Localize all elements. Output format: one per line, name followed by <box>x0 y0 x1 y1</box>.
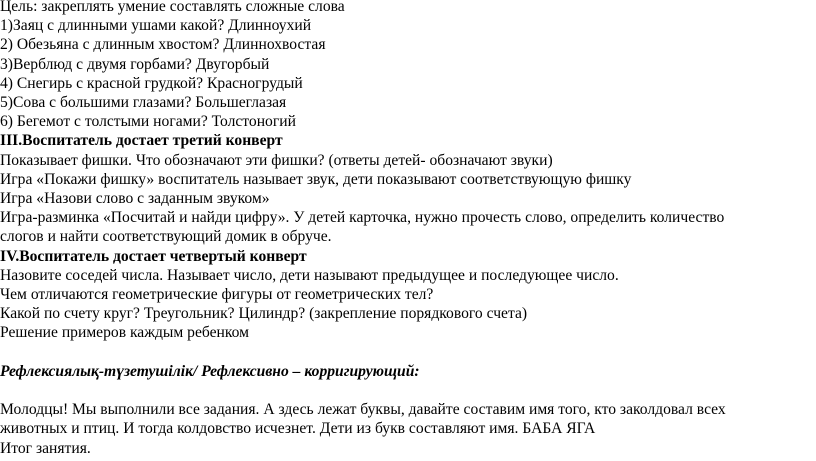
reflection-heading: Рефлексиялық-түзетушілік/ Рефлексивно – корригирующий: <box>0 362 420 380</box>
section-3-line: Игра «Покажи фишку» воспитатель называет звук, дети показывают соответствующую фишку <box>0 170 632 188</box>
spacer <box>0 343 816 362</box>
section-3-line: Показывает фишки. Что обозначают эти фишки? (ответы детей- обозначают звуки) <box>0 151 553 169</box>
reflection-section <box>0 400 816 458</box>
question-item: 1)Заяц с длинными ушами какой? Длинноухий <box>0 17 312 35</box>
section-3-line: Игра «Назови слово с заданным звуком» <box>0 190 270 208</box>
questions-list <box>0 16 816 131</box>
reflection-line: Молодцы! Мы выполнили все задания. А здесь лежат буквы, давайте составим имя того, кто заколдовал всех <box>0 401 726 419</box>
question-item: 3)Верблюд с двумя горбами? Двугорбый <box>0 55 270 73</box>
question-item: 5)Сова с большими глазами? Большеглазая <box>0 94 287 112</box>
section-3-heading: III.Воспитатель достает третий конверт <box>0 132 283 150</box>
reflection-line: животных и птиц. И тогда колдовство исчезнет. Дети из букв составляют имя. БАБА ЯГА <box>0 420 596 438</box>
question-item: 4) Снегирь с красной грудкой? Красногрудый <box>0 74 303 92</box>
section-4 <box>0 247 816 343</box>
section-4-line: Чем отличаются геометрические фигуры от геометрических тел? <box>0 286 434 304</box>
reflection-line: Итог занятия. <box>0 439 91 457</box>
section-4-heading: IV.Воспитатель достает четвертый конверт <box>0 247 307 265</box>
section-3 <box>0 131 816 246</box>
section-4-line: Назовите соседей числа. Называет число, дети называют предыдущее и последующее число. <box>0 266 619 284</box>
question-item: 2) Обезьяна с длинным хвостом? Длиннохвостая <box>0 36 326 54</box>
goal-line: Цель: закреплять умение составлять сложные слова <box>0 0 345 15</box>
spacer <box>0 381 816 400</box>
section-3-line: слогов и найти соответствующий домик в обруче. <box>0 228 332 246</box>
section-4-line: Какой по счету круг? Треугольник? Цилиндр? (закрепление порядкового счета) <box>0 305 528 323</box>
section-3-line: Игра-разминка «Посчитай и найди цифру». У детей карточка, нужно прочесть слово, определить количество <box>0 209 725 227</box>
question-item: 6) Бегемот с толстыми ногами? Толстоногий <box>0 113 296 131</box>
section-4-line: Решение примеров каждым ребенком <box>0 324 250 342</box>
